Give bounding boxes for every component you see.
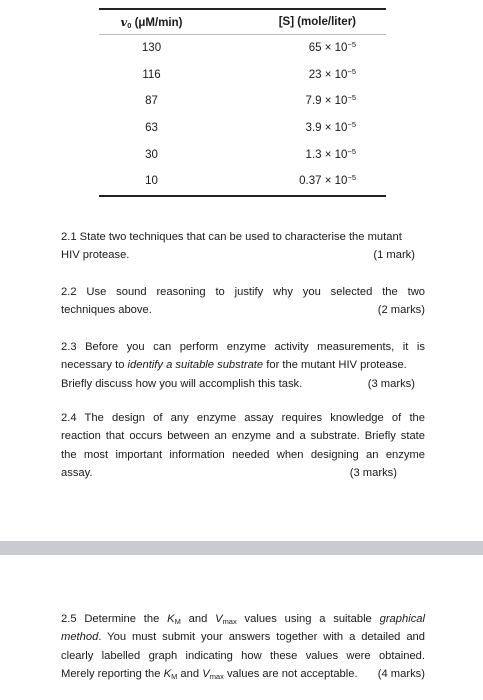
v0-cell: 10 (99, 168, 204, 196)
substrate-cell: $3.9 \times 10^{-5}$ (305, 120, 356, 135)
marks-label: (2 marks) (377, 304, 425, 317)
v0-cell: 130 (141, 42, 162, 55)
table-row (99, 141, 386, 168)
substrate-cell: $0.37 \times 10^{-5}$ (204, 168, 386, 196)
table-row (99, 88, 386, 115)
marks-label: (3 marks) (349, 467, 397, 480)
question-2-4: 2.4 The design of any enzyme assay requires knowledge of the reaction that occurs between an enzyme and a substrate. Briefly state the most important information needed when designing an enzyme assay. (3 marks) (61, 409, 425, 483)
marks-label: (3 marks) (367, 377, 415, 390)
v0-cell: 30 (145, 148, 158, 161)
marks-label: (4 marks) (377, 668, 425, 681)
v0-cell: 116 (142, 68, 161, 81)
table-header-row (99, 9, 386, 35)
table-row (99, 35, 386, 62)
question-2-3: 2.3 Before you can perform enzyme activity measurements, it is necessary to identify a suitable substrate for the mutant HIV protease. Briefly discuss how you will accomplish this task. (3 marks) (61, 338, 425, 393)
question-2-1: 2.1 State two techniques that can be used to characterise the mutant HIV protease. (1 mark) (61, 228, 425, 265)
substrate-cell: $1.3 \times 10^{-5}$ (305, 146, 356, 161)
emphasis-text: identify a suitable substrate (127, 359, 264, 372)
kinetics-data-table (99, 8, 386, 197)
table-row (99, 115, 386, 142)
v0-cell: 63 (145, 122, 158, 135)
question-2-2: 2.2 Use sound reasoning to justify why you selected the two techniques above. (2 marks) (61, 283, 425, 320)
substrate-cell: $23 \times 10^{-5}$ (308, 66, 356, 81)
question-2-5: 2.5 Determine the $K_M$ and $V_{max}$ values using a suitable graphical method. You must submit your answers together with a detailed and clearly labelled graph indicating how these values were obtained. Merely reporting the $K_M$ and $V_{max}$ values are not acceptable. (4 marks) (61, 610, 425, 684)
col-header-substrate: [S] (mole/liter) (204, 9, 386, 35)
col-header-v0: $v_0$ (μM/min) (99, 9, 204, 35)
substrate-cell: $7.9 \times 10^{-5}$ (305, 93, 356, 108)
page-separator-band (0, 541, 483, 555)
table-row (99, 168, 386, 196)
emphasis-text: graphical (379, 613, 425, 625)
table-row (99, 62, 386, 89)
emphasis-text: method (61, 631, 99, 644)
marks-label: (1 mark) (373, 249, 415, 262)
substrate-cell: $65 \times 10^{-5}$ (308, 40, 356, 55)
v0-cell: 87 (145, 95, 158, 108)
